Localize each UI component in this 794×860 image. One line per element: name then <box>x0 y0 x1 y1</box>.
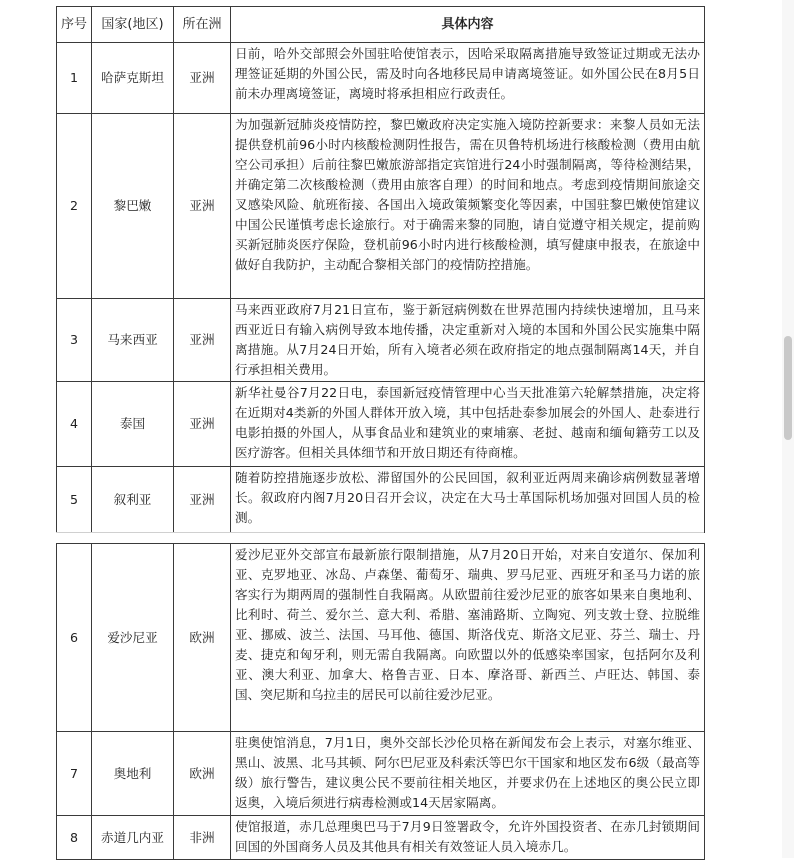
table-row <box>57 43 705 114</box>
row-content: 使馆报道，赤几总理奥巴马于7月9日签署政令，允许外国投资者、在赤几封锁期间回国的外国商务人员及其他具有相关有效签证人员入境赤几。 <box>231 816 705 860</box>
header-continent: 所在洲 <box>174 7 231 43</box>
table-row <box>57 299 705 382</box>
row-no: 6 <box>57 544 92 732</box>
row-content: 马来西亚政府7月21日宣布，鉴于新冠病例数在世界范围内持续快速增加，且马来西亚近日有输入病例导致本地传播，决定重新对入境的本国和外国公民实施集中隔离措施。从7月24日开始，所有入境者必须在政府指定的地点强制隔离14天，并自行承担相关费用。 <box>231 299 705 382</box>
row-country: 黎巴嫩 <box>92 114 174 299</box>
row-continent: 非洲 <box>174 816 231 860</box>
row-content: 驻奥使馆消息，7月1日，奥外交部长沙伦贝格在新闻发布会上表示，对塞尔维亚、黑山、波黑、北马其顿、阿尔巴尼亚及科索沃等巴尔干国家和地区发布6级（最高等级）旅行警告，建议奥公民不要前往相关地区，并要求仍在上述地区的奥公民立即返奥，入境后须进行病毒检测或14天居家隔离。 <box>231 732 705 816</box>
policy-table-part-1 <box>56 6 705 533</box>
table-row <box>57 816 705 860</box>
row-country: 奥地利 <box>92 732 174 816</box>
scrollbar-thumb[interactable] <box>784 336 792 440</box>
table-row <box>57 732 705 816</box>
row-no: 1 <box>57 43 92 114</box>
row-country: 哈萨克斯坦 <box>92 43 174 114</box>
header-content: 具体内容 <box>231 7 705 43</box>
row-no: 5 <box>57 467 92 533</box>
row-no: 8 <box>57 816 92 860</box>
row-continent: 欧洲 <box>174 544 231 732</box>
row-country: 爱沙尼亚 <box>92 544 174 732</box>
row-continent: 亚洲 <box>174 114 231 299</box>
row-no: 4 <box>57 382 92 467</box>
table-row <box>57 544 705 732</box>
row-content: 新华社曼谷7月22日电，泰国新冠疫情管理中心当天批准第六轮解禁措施，决定将在近期对4类新的外国人群体开放入境，其中包括赴泰参加展会的外国人、赴泰进行电影拍摄的外国人，从事食品业和建筑业的柬埔寨、老挝、越南和缅甸籍劳工以及医疗游客。但相关具体细节和开放日期还有待商榷。 <box>231 382 705 467</box>
row-content: 随着防控措施逐步放松、滞留国外的公民回国，叙利亚近两周来确诊病例数显著增长。叙政府内阁7月20日召开会议，决定在大马士革国际机场加强对回国人员的检测。 <box>231 467 705 533</box>
vertical-scrollbar[interactable] <box>782 0 794 858</box>
row-continent: 亚洲 <box>174 299 231 382</box>
row-continent: 亚洲 <box>174 467 231 533</box>
header-no: 序号 <box>57 7 92 43</box>
row-continent: 亚洲 <box>174 43 231 114</box>
table-row <box>57 382 705 467</box>
row-country: 叙利亚 <box>92 467 174 533</box>
table-row <box>57 114 705 299</box>
page-break-divider <box>56 532 704 533</box>
row-content: 日前，哈外交部照会外国驻哈使馆表示，因哈采取隔离措施导致签证过期或无法办理签证延期的外国公民，需及时向各地移民局申请离境签证。如外国公民在8月5日前未办理离境签证，离境时将承担相应行政责任。 <box>231 43 705 114</box>
row-country: 赤道几内亚 <box>92 816 174 860</box>
policy-table-part-2 <box>56 543 705 860</box>
table-row <box>57 467 705 533</box>
row-no: 2 <box>57 114 92 299</box>
row-content: 为加强新冠肺炎疫情防控，黎巴嫩政府决定实施入境防控新要求：来黎人员如无法提供登机前96小时内核酸检测阴性报告，需在贝鲁特机场进行核酸检测（费用由航空公司承担）后前往黎巴嫩旅游部指定宾馆进行24小时强制隔离，等待检测结果，并确定第二次核酸检测（费用由旅客自理）的时间和地点。考虑到疫情期间旅途交叉感染风险、航班衔接、各国出入境政策频繁变化等因素，中国驻黎巴嫩使馆建议中国公民谨慎考虑长途旅行。对于确需来黎的同胞，请自觉遵守相关规定，提前购买新冠肺炎医疗保险，登机前96小时内进行核酸检测，填写健康申报表，在旅途中做好自我防护，主动配合黎相关部门的疫情防控措施。 <box>231 114 705 299</box>
row-no: 7 <box>57 732 92 816</box>
header-country: 国家(地区) <box>92 7 174 43</box>
row-country: 马来西亚 <box>92 299 174 382</box>
row-no: 3 <box>57 299 92 382</box>
row-continent: 亚洲 <box>174 382 231 467</box>
row-continent: 欧洲 <box>174 732 231 816</box>
row-content: 爱沙尼亚外交部宣布最新旅行限制措施，从7月20日开始，对来自安道尔、保加利亚、克罗地亚、冰岛、卢森堡、葡萄牙、瑞典、罗马尼亚、西班牙和圣马力诺的旅客实行为期两周的强制性自我隔离。从欧盟前往爱沙尼亚的旅客如果来自奥地利、比利时、荷兰、爱尔兰、意大利、希腊、塞浦路斯、立陶宛、列支敦士登、拉脱维亚、挪威、波兰、法国、马耳他、德国、斯洛伐克、斯洛文尼亚、芬兰、瑞士、丹麦、捷克和匈牙利，则无需自我隔离。向欧盟以外的低感染率国家，包括阿尔及利亚、澳大利亚、加拿大、格鲁吉亚、日本、摩洛哥、新西兰、卢旺达、韩国、泰国、突尼斯和乌拉圭的居民可以前往爱沙尼亚。 <box>231 544 705 732</box>
table-header-row <box>57 7 705 43</box>
row-country: 泰国 <box>92 382 174 467</box>
